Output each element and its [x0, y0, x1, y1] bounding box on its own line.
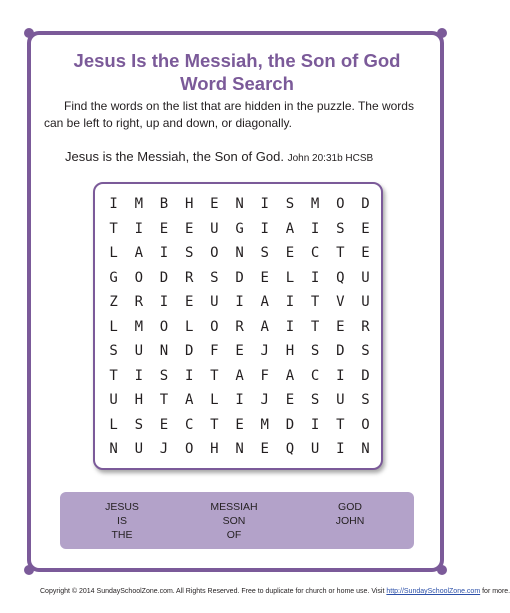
- border-corner-dot: [437, 28, 447, 38]
- grid-letter: G: [109, 269, 118, 286]
- grid-letter: S: [285, 196, 295, 212]
- grid-letter: H: [134, 392, 143, 408]
- grid-letter: I: [109, 196, 118, 212]
- grid-letter: D: [235, 269, 244, 286]
- grid-letter: D: [159, 269, 169, 286]
- grid-letter: B: [159, 196, 169, 212]
- grid-letter: I: [285, 294, 295, 310]
- word-list-column-2: [192, 500, 276, 542]
- grid-letter: C: [310, 245, 320, 261]
- usage-notice: [176, 587, 510, 596]
- grid-letter: O: [210, 318, 219, 335]
- grid-letter: U: [134, 343, 143, 359]
- footer-end-text: for more.: [482, 588, 510, 595]
- word-list-item: JOHN: [335, 515, 365, 527]
- grid-letter: V: [336, 294, 345, 310]
- grid-letter: I: [336, 367, 345, 384]
- grid-letter: H: [184, 196, 194, 212]
- grid-letter: Q: [285, 441, 295, 457]
- grid-letter: M: [260, 416, 269, 433]
- grid-letter: R: [235, 318, 244, 335]
- grid-letter: S: [184, 245, 194, 261]
- grid-letter: L: [109, 245, 118, 261]
- grid-letter: E: [235, 416, 244, 433]
- border-corner-dot: [437, 565, 447, 575]
- grid-letter: O: [361, 416, 370, 433]
- grid-letter: N: [361, 441, 370, 457]
- page-title: [40, 49, 434, 95]
- grid-letter: T: [310, 318, 320, 335]
- website-link[interactable]: http://SundaySchoolZone.com: [386, 588, 481, 595]
- grid-letter: E: [235, 343, 244, 359]
- grid-letter: L: [109, 416, 118, 433]
- grid-letter: S: [210, 269, 219, 286]
- grid-letter: T: [310, 294, 320, 310]
- grid-letter: S: [361, 343, 370, 359]
- grid-letter: A: [285, 367, 295, 384]
- grid-letter: M: [310, 196, 320, 212]
- grid-letter: I: [285, 318, 295, 335]
- word-list-column-1: [80, 500, 164, 542]
- grid-letter: D: [361, 367, 370, 384]
- grid-letter: L: [184, 318, 194, 335]
- title-line-1: Jesus Is the Messiah, the Son of God: [73, 50, 401, 71]
- word-list: [60, 492, 414, 549]
- grid-letter: O: [159, 318, 169, 335]
- grid-letter: Z: [109, 294, 118, 310]
- border-corner-dot: [24, 28, 34, 38]
- border-corner-dot: [24, 565, 34, 575]
- grid-letter: D: [336, 343, 345, 359]
- copyright-notice: Copyright © 2014 SundaySchoolZone.com.: [40, 588, 175, 595]
- grid-letter: T: [336, 416, 345, 433]
- grid-letter: E: [210, 196, 219, 212]
- grid-letter: U: [210, 294, 219, 310]
- grid-letter: I: [159, 294, 169, 310]
- grid-letter: O: [184, 441, 194, 457]
- grid-letter: I: [310, 269, 320, 286]
- grid-letter: S: [336, 220, 345, 237]
- grid-letter: A: [260, 318, 269, 335]
- grid-letter: T: [109, 220, 118, 237]
- grid-letter: L: [285, 269, 295, 286]
- verse-reference: John 20:31b HCSB: [287, 153, 374, 164]
- grid-letter: C: [184, 416, 194, 433]
- grid-letter: N: [235, 245, 244, 261]
- grid-letter: D: [361, 196, 370, 212]
- grid-letter: N: [109, 441, 118, 457]
- title-line-2: Word Search: [180, 73, 294, 94]
- grid-letter: J: [159, 441, 169, 457]
- grid-letter: H: [285, 343, 295, 359]
- grid-letter: R: [134, 294, 143, 310]
- grid-letter: T: [159, 392, 169, 408]
- grid-letter: L: [109, 318, 118, 335]
- grid-letter: A: [184, 392, 194, 408]
- grid-letter: T: [336, 245, 345, 261]
- grid-letter: S: [134, 416, 143, 433]
- word-list-item: THE: [111, 529, 133, 541]
- grid-letter: I: [184, 367, 194, 384]
- grid-letter: J: [260, 392, 269, 408]
- grid-letter: N: [159, 343, 169, 359]
- grid-letter: E: [285, 392, 295, 408]
- grid-letter: E: [336, 318, 345, 335]
- grid-letter: U: [361, 269, 370, 286]
- grid-letter: E: [159, 416, 169, 433]
- grid-letter: S: [260, 245, 269, 261]
- grid-letter: E: [184, 220, 194, 237]
- grid-letter: I: [260, 220, 269, 237]
- grid-letter: J: [260, 343, 269, 359]
- grid-letter: E: [285, 245, 295, 261]
- grid-letter: A: [235, 367, 244, 384]
- grid-letter: S: [159, 367, 169, 384]
- grid-letter: U: [109, 392, 118, 408]
- grid-letter: U: [134, 441, 143, 457]
- grid-letter: I: [235, 294, 244, 310]
- grid-letter: M: [134, 318, 143, 335]
- word-list-column-3: [308, 500, 392, 528]
- word-list-item: MESSIAH: [210, 501, 258, 513]
- grid-letter: N: [235, 441, 244, 457]
- grid-letter: I: [134, 220, 143, 237]
- grid-letter: I: [235, 392, 244, 408]
- instructions: Find the words on the list that are hidden in the puzzle. The words can be left to right, up and down, or diagonally.: [44, 99, 414, 130]
- grid-letter: T: [210, 416, 219, 433]
- grid-letter: L: [210, 392, 219, 408]
- letter-grid: [101, 192, 378, 462]
- grid-letter: U: [310, 441, 320, 457]
- grid-letter: I: [336, 441, 345, 457]
- grid-letter: M: [134, 196, 143, 212]
- grid-letter: E: [260, 269, 269, 286]
- grid-letter: S: [310, 392, 320, 408]
- grid-letter: A: [134, 245, 143, 261]
- grid-letter: R: [361, 318, 370, 335]
- grid-letter: S: [361, 392, 370, 408]
- grid-letter: I: [310, 416, 320, 433]
- grid-letter: G: [235, 220, 244, 237]
- grid-letter: D: [184, 343, 194, 359]
- grid-letter: S: [310, 343, 320, 359]
- rights-text: All Rights Reserved. Free to duplicate for church or home use. Visit: [176, 588, 385, 595]
- grid-letter: T: [210, 367, 219, 384]
- word-list-item: SON: [222, 515, 246, 527]
- grid-letter: E: [184, 294, 194, 310]
- grid-letter: O: [210, 245, 219, 261]
- word-list-item: JESUS: [105, 501, 139, 513]
- grid-letter: O: [336, 196, 345, 212]
- grid-letter: R: [184, 269, 194, 286]
- grid-letter: U: [336, 392, 345, 408]
- grid-letter: A: [285, 220, 295, 237]
- grid-letter: E: [159, 220, 169, 237]
- word-list-item: OF: [226, 529, 242, 541]
- grid-letter: F: [260, 367, 269, 384]
- grid-letter: U: [210, 220, 219, 237]
- grid-letter: I: [260, 196, 269, 212]
- grid-letter: H: [210, 441, 219, 457]
- grid-letter: S: [109, 343, 118, 359]
- grid-letter: A: [260, 294, 269, 310]
- grid-letter: E: [361, 245, 370, 261]
- grid-letter: I: [134, 367, 143, 384]
- grid-letter: I: [310, 220, 320, 237]
- grid-letter: D: [285, 416, 295, 433]
- bible-verse: [65, 148, 445, 168]
- grid-letter: Q: [336, 269, 345, 286]
- grid-letter: E: [361, 220, 370, 237]
- grid-letter: C: [310, 367, 320, 384]
- verse-text: Jesus is the Messiah, the Son of God.: [65, 149, 284, 164]
- word-search-puzzle: [93, 182, 383, 470]
- grid-letter: O: [134, 269, 143, 286]
- grid-letter: U: [361, 294, 370, 310]
- grid-letter: T: [109, 367, 118, 384]
- word-list-item: GOD: [338, 501, 362, 513]
- word-list-item: IS: [117, 515, 127, 527]
- grid-letter: E: [260, 441, 269, 457]
- grid-letter: N: [235, 196, 244, 212]
- grid-letter: I: [159, 245, 169, 261]
- grid-letter: F: [210, 343, 219, 359]
